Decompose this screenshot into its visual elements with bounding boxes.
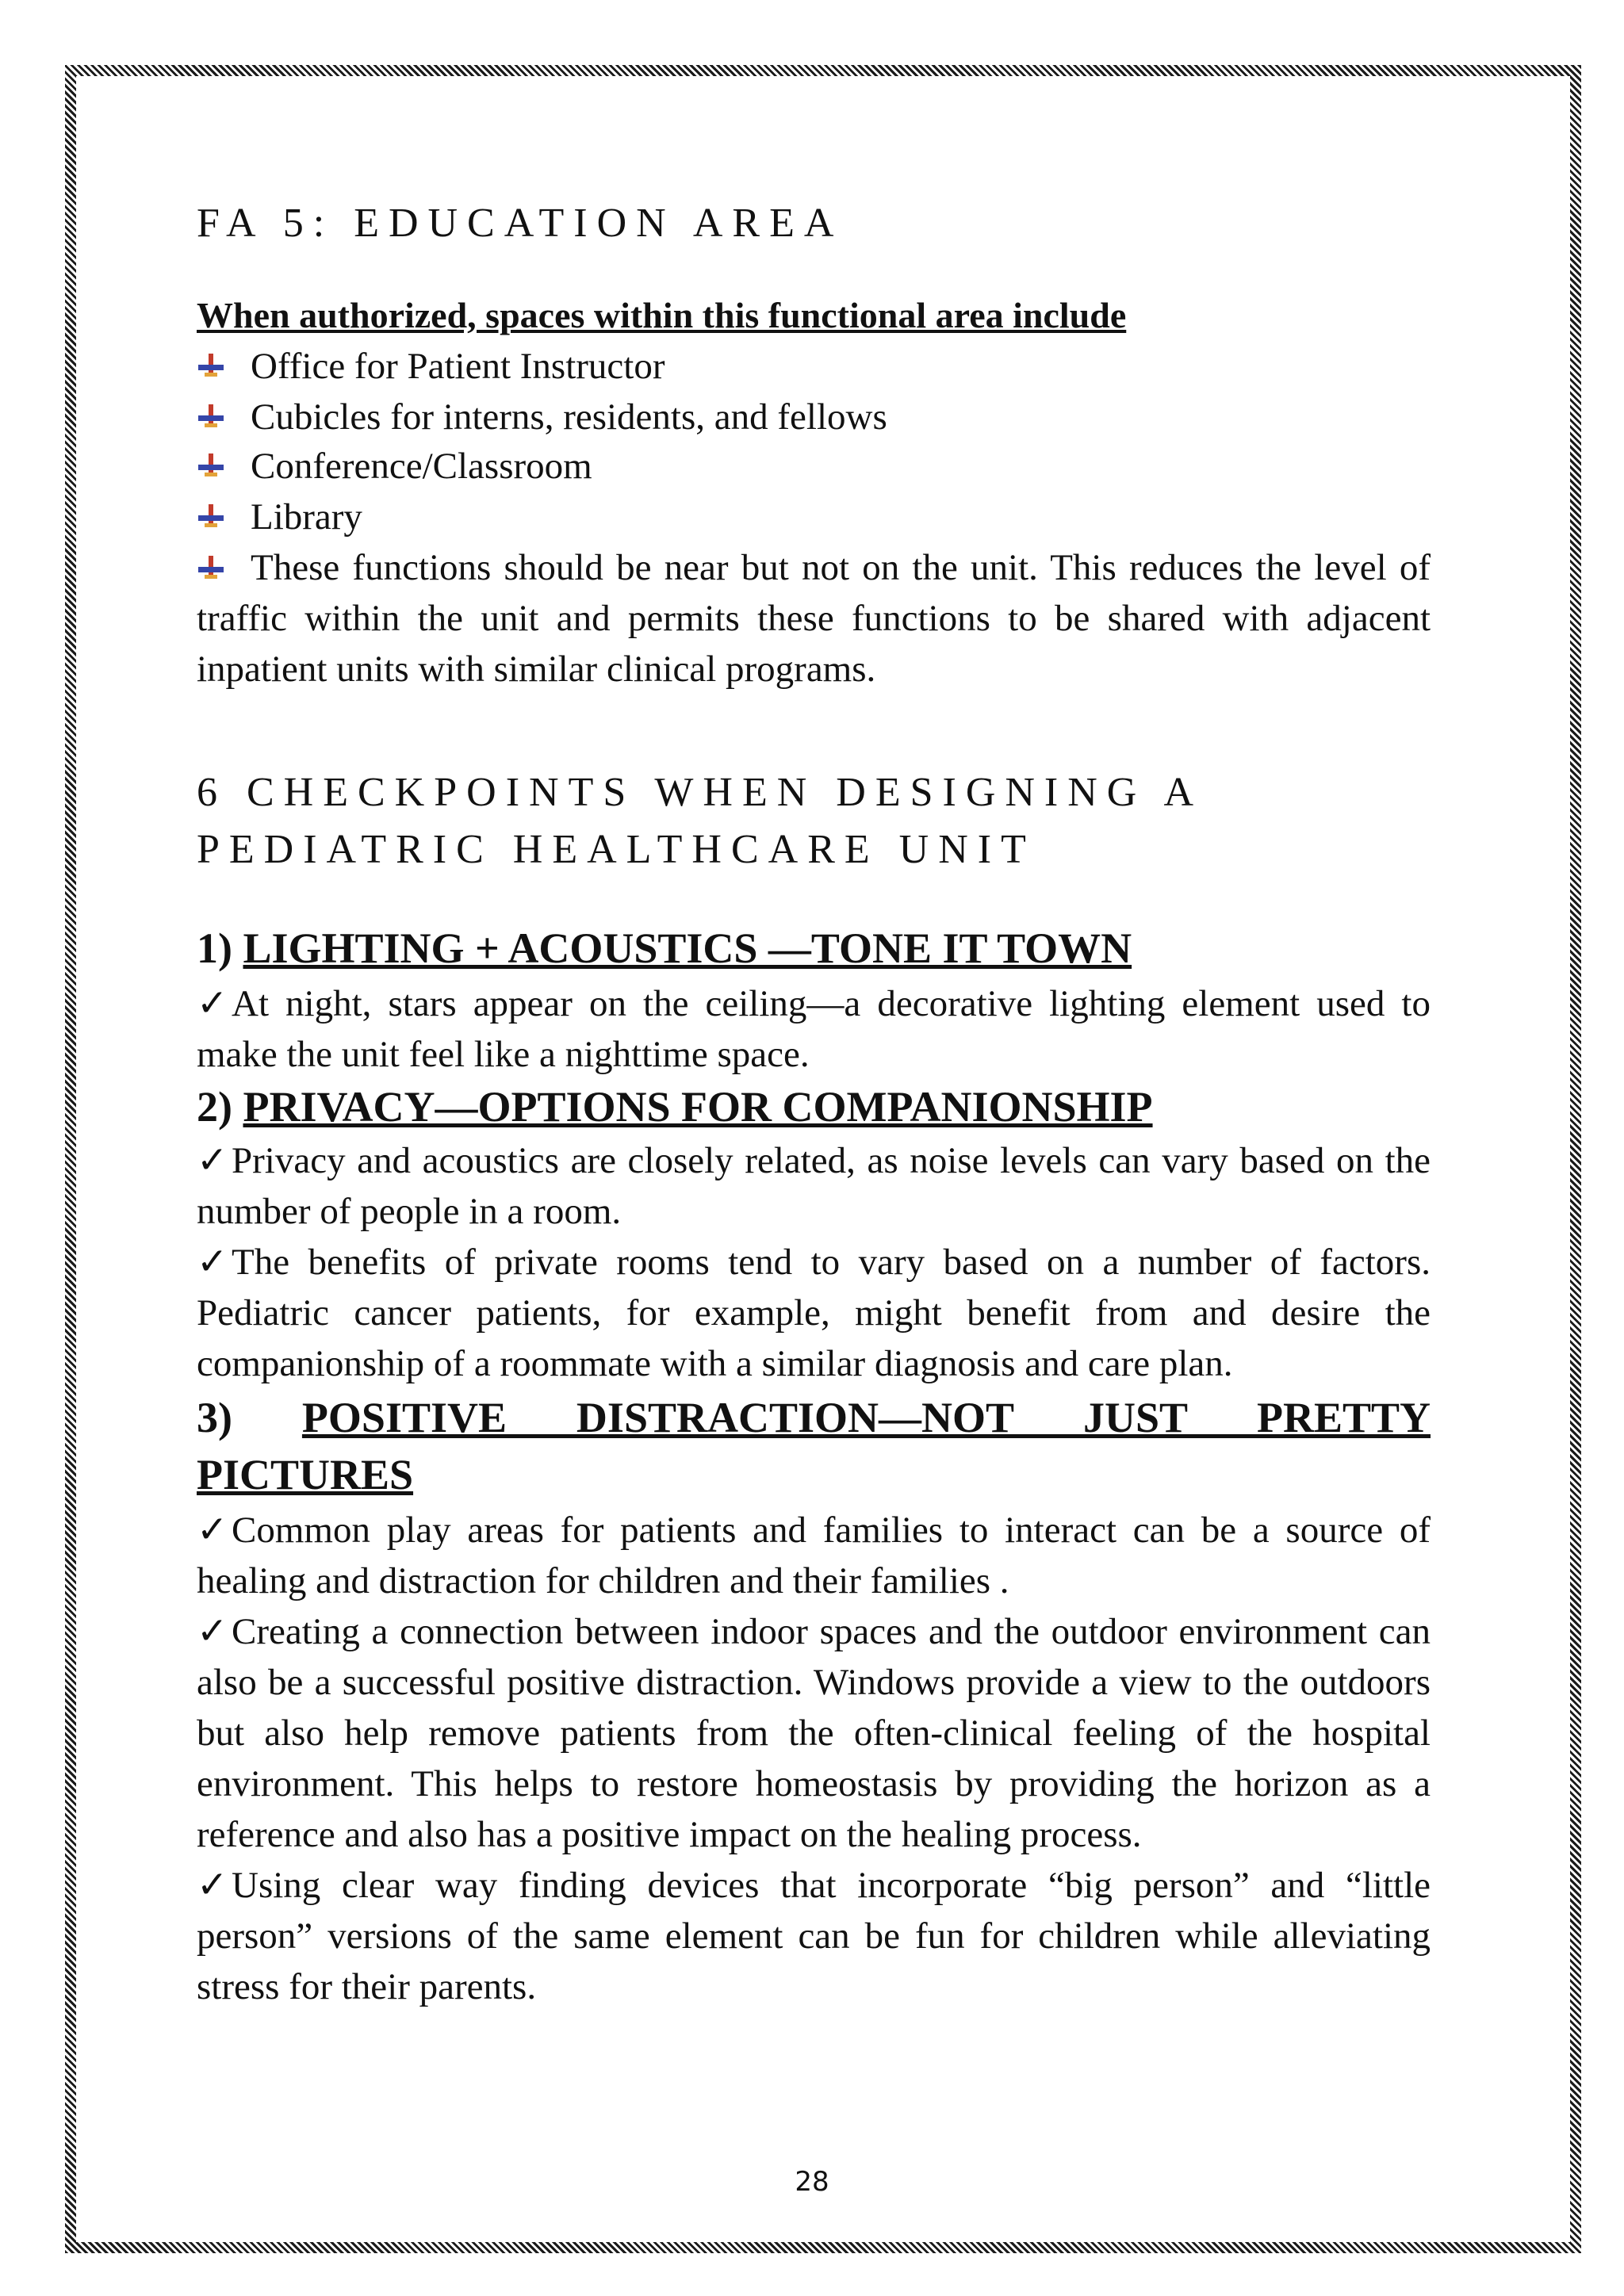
check-item bbox=[197, 1237, 1431, 1389]
check-item-text: At night, stars appear on the ceiling—a decorative lighting element used to make the unit feel like a nighttime space. bbox=[197, 983, 1431, 1075]
heading-checkpoints-line1: 6 CHECKPOINTS WHEN DESIGNING A bbox=[197, 770, 1204, 815]
page-number: 28 bbox=[795, 2166, 829, 2198]
section-title: POSITIVE DISTRACTION—NOT JUST PRETTY bbox=[301, 1394, 1431, 1441]
check-item bbox=[197, 1505, 1431, 1606]
check-item-text: Using clear way finding devices that incorporate “big person” and “little person” versions of the same element can be fun for children while alleviating stress for their parents. bbox=[197, 1865, 1431, 2007]
check-item-text: The benefits of private rooms tend to vary based on a number of factors. Pediatric cancer patients, for example, might benefit from and desire the companionship of a roommate with a similar diagnosis and care plan. bbox=[197, 1242, 1431, 1384]
check-icon: ✓ bbox=[197, 983, 228, 1024]
section-title-continued: PICTURES bbox=[197, 1451, 414, 1498]
check-item-text: Creating a connection between indoor spaces and the outdoor environment can also be a successful positive distraction. Windows provide a view to the outdoors but also help remove patients from the often-clinical feeling of the hospital environment. This helps to restore homeostasis by providing the horizon as a reference and also has a positive impact on the healing process. bbox=[197, 1611, 1431, 1855]
bullet-label: Office for Patient Instructor bbox=[251, 346, 665, 387]
arrow-bullet-icon bbox=[197, 352, 225, 381]
section-number: 2) bbox=[197, 1083, 232, 1131]
check-item bbox=[197, 978, 1431, 1080]
check-icon: ✓ bbox=[197, 1242, 228, 1283]
section-heading-3-line2 bbox=[197, 1446, 1431, 1503]
check-icon: ✓ bbox=[197, 1611, 228, 1652]
bullet-label: Library bbox=[251, 496, 362, 538]
section-heading-2 bbox=[197, 1078, 1431, 1135]
section-number: 1) bbox=[197, 924, 232, 972]
section-heading-3 bbox=[197, 1389, 1431, 1446]
check-item-text: Privacy and acoustics are closely related, as noise levels can vary based on the number of people in a room. bbox=[197, 1140, 1431, 1232]
check-item bbox=[197, 1860, 1431, 2012]
bullet-paragraph-text: These functions should be near but not on the unit. This reduces the level of traffic within the unit and permits these functions to be shared with adjacent inpatient units with similar clinical programs. bbox=[197, 547, 1431, 690]
check-item bbox=[197, 1135, 1431, 1237]
arrow-bullet-icon bbox=[197, 452, 225, 480]
bullet-item bbox=[197, 341, 665, 392]
arrow-bullet-icon bbox=[197, 503, 225, 531]
heading-education-area: FA 5: EDUCATION AREA bbox=[197, 201, 844, 246]
check-icon: ✓ bbox=[197, 1865, 228, 1906]
section-heading-1 bbox=[197, 920, 1431, 977]
check-icon: ✓ bbox=[197, 1140, 228, 1181]
bullet-item bbox=[197, 441, 592, 492]
bullet-label: Cubicles for interns, residents, and fellows bbox=[251, 396, 887, 438]
check-item bbox=[197, 1606, 1431, 1860]
authorized-intro: When authorized, spaces within this functional area include bbox=[197, 295, 1127, 335]
arrow-bullet-icon bbox=[197, 545, 225, 574]
heading-checkpoints-line2: PEDIATRIC HEALTHCARE UNIT bbox=[197, 827, 1036, 872]
section-title: PRIVACY—OPTIONS FOR COMPANIONSHIP bbox=[243, 1083, 1153, 1131]
check-icon: ✓ bbox=[197, 1510, 228, 1551]
bullet-item bbox=[197, 492, 362, 542]
check-item-text: Common play areas for patients and families to interact can be a source of healing and distraction for children and their families . bbox=[197, 1510, 1431, 1601]
section-title: LIGHTING + ACOUSTICS —TONE IT TOWN bbox=[243, 924, 1132, 972]
bullet-paragraph bbox=[197, 542, 1431, 695]
section-number: 3) bbox=[197, 1394, 232, 1441]
bullet-label: Conference/Classroom bbox=[251, 446, 592, 487]
arrow-bullet-icon bbox=[197, 403, 225, 431]
bullet-item bbox=[197, 392, 887, 442]
